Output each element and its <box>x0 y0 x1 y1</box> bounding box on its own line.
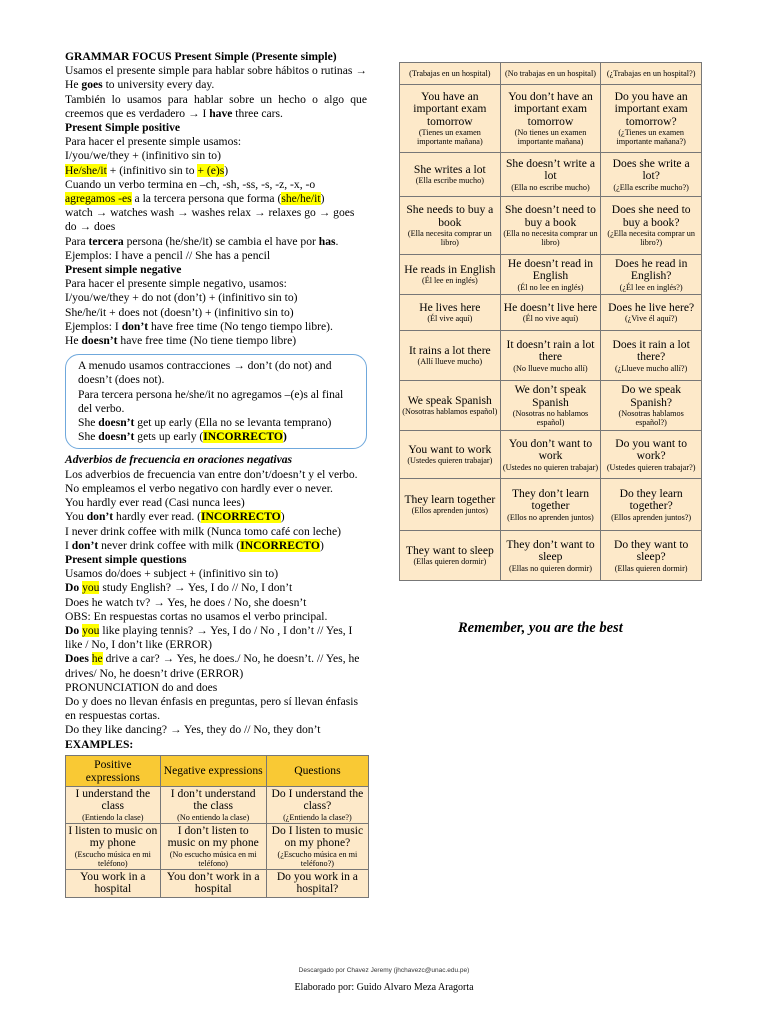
column-header: Questions <box>266 755 368 786</box>
table-cell <box>266 869 368 897</box>
cell-translation: (¿Trabajas en un hospital?) <box>606 69 696 78</box>
table-cell <box>400 255 501 295</box>
cell-translation: (Ellas quieren dormir) <box>413 557 487 567</box>
table-cell <box>601 85 702 153</box>
highlight: INCORRECTO <box>240 538 320 552</box>
text-line: I/you/we/they + (infinitivo sin to) <box>65 149 221 163</box>
text-line: Do they like dancing? → Yes, they do // No, they don’t <box>65 723 321 737</box>
examples-heading: EXAMPLES: <box>65 737 134 751</box>
table-row <box>400 197 702 255</box>
cell-english: You don’t want to work <box>508 436 593 462</box>
cell-translation: (Ellas no quieren dormir) <box>508 563 592 573</box>
cell-translation: (¿Llueve mucho allí?) <box>615 363 688 373</box>
cell-translation: (Ellas quieren dormir) <box>614 563 688 573</box>
table-row <box>400 381 702 431</box>
text-line: Para hacer el presente simple usamos: <box>65 135 242 149</box>
cell-translation: (¿Entiendo la clase?) <box>283 812 352 822</box>
text: goes <box>81 78 103 92</box>
cell-translation: (No llueve mucho allí) <box>513 363 588 373</box>
text-line: You hardly ever read (Casi nunca lees) <box>65 496 245 510</box>
cell-translation: (¿Tienes un examen importante mañana?) <box>616 128 686 147</box>
table-cell <box>500 153 601 197</box>
cell-english: Do we speak Spanish? <box>621 383 682 409</box>
text: persona (he/she/it) se cambia el have por <box>123 234 319 248</box>
section-title: GRAMMAR FOCUS Present Simple (Presente simple) <box>65 50 337 63</box>
text-line <box>78 430 358 444</box>
table-cell <box>400 63 501 85</box>
text-line: Para tercera persona he/she/it no agregamos –(e)s al final del verbo. <box>78 387 344 415</box>
text-line <box>65 581 367 595</box>
text: ) <box>280 510 285 524</box>
table-cell <box>400 153 501 197</box>
cell-translation: (Ellos aprenden juntos) <box>411 506 489 516</box>
text-line: Does he watch tv? → Yes, he does / No, she doesn’t <box>65 595 307 609</box>
table-row <box>400 153 702 197</box>
highlight: + (e)s <box>197 163 225 177</box>
cell-translation: (Trabajas en un hospital) <box>409 69 491 78</box>
table-cell <box>500 255 601 295</box>
download-credit: Descargado por Chavez Jeremy (jhchavezc@unac.edu.pe) <box>298 967 470 974</box>
highlight: INCORRECTO <box>201 510 281 524</box>
table-row <box>66 869 369 897</box>
table-cell <box>601 531 702 581</box>
cell-english: I understand the class <box>75 786 151 813</box>
text: don’t <box>71 538 99 552</box>
cell-translation: (Nosotras hablamos español?) <box>618 409 684 427</box>
text: Ejemplos: I <box>65 319 122 333</box>
cell-english: Do you have an important exam tomorrow? <box>614 89 688 128</box>
text: ) <box>282 430 287 444</box>
table-cell <box>601 331 702 381</box>
highlight: she/he/it <box>281 192 321 206</box>
cell-english: He lives here <box>419 300 481 314</box>
table-row <box>400 531 702 581</box>
cell-english: Do you want to work? <box>615 436 688 462</box>
table-cell <box>400 431 501 479</box>
text: have free time (No tiene tiempo libre) <box>117 334 297 348</box>
cell-translation: (Ella necesita comprar un libro) <box>407 229 492 247</box>
text: Cuando un verbo termina en –ch, -sh, -ss, -s, -z, -x, -o <box>65 177 316 191</box>
cell-english: We speak Spanish <box>407 393 492 407</box>
text: three cars. <box>232 106 283 120</box>
cell-english: You want to work <box>408 442 492 456</box>
cell-translation: (¿Vive él aquí?) <box>625 314 678 324</box>
text-line <box>65 624 367 652</box>
cell-translation: (Ella no escribe mucho) <box>511 182 590 192</box>
table-cell <box>400 531 501 581</box>
text-line: Los adverbios de frecuencia van entre don’t/doesn’t y el verbo. <box>65 467 358 481</box>
cell-english: Do I listen to music on my phone? <box>271 823 364 850</box>
cell-english: It doesn’t rain a lot there <box>506 337 595 363</box>
cell-translation: (Ustedes no quieren trabajar) <box>502 462 599 472</box>
table-cell <box>500 295 601 331</box>
subheading-negative: Present simple negative <box>65 263 182 277</box>
cell-translation: (Él no vive aquí) <box>522 314 579 324</box>
table-cell <box>400 295 501 331</box>
cell-english: Does she need to buy a book? <box>611 203 691 229</box>
cell-english: We don’t speak Spanish <box>514 383 587 409</box>
examples-table-continued <box>399 62 702 581</box>
text: doesn’t <box>98 416 135 430</box>
cell-english: She doesn’t need to buy a book <box>505 203 596 229</box>
table-row <box>400 331 702 381</box>
table-row <box>400 431 702 479</box>
table-cell <box>601 381 702 431</box>
cell-english: I don’t listen to music on my phone <box>167 823 259 850</box>
table-cell <box>601 63 702 85</box>
contractions-note <box>65 354 367 449</box>
text: doesn’t <box>81 334 118 348</box>
table-cell <box>500 63 601 85</box>
cell-translation: (Ellos aprenden juntos?) <box>611 512 692 522</box>
cell-translation: (No entiendo la clase) <box>177 812 250 822</box>
table-row <box>400 255 702 295</box>
text: study English? → Yes, I do // No, I don’t <box>99 581 293 595</box>
cell-english: Do they learn together? <box>619 486 683 512</box>
text-line <box>65 235 367 249</box>
text: Usamos el presente simple para hablar sobre hábitos o rutinas → He <box>65 64 367 92</box>
text: gets up early ( <box>134 430 204 444</box>
text-line: She/he/it + does not (doesn’t) + (infinitivo sin to) <box>65 305 294 319</box>
text-line <box>65 164 367 178</box>
column-header: Positive expressions <box>66 755 161 786</box>
text-line <box>78 416 358 430</box>
text-line: I never drink coffee with milk (Nunca tomo café con leche) <box>65 524 341 538</box>
cell-english: Do you work in a hospital? <box>276 869 358 896</box>
table-cell <box>601 295 702 331</box>
text-line: OBS: En respuestas cortas no usamos el verbo principal. <box>65 609 328 623</box>
table-cell <box>266 786 368 823</box>
table-cell <box>500 531 601 581</box>
subheading-adverbs: Adverbios de frecuencia en oraciones negativas <box>65 453 293 467</box>
text: También lo usamos para hablar sobre un hecho o algo que creemos que es verdadero → I <box>65 92 367 120</box>
text: a la tercera persona que forma ( <box>131 192 282 206</box>
subheading-positive: Present Simple positive <box>65 121 181 135</box>
table-cell <box>66 786 161 823</box>
text: You <box>65 510 87 524</box>
text-line: PRONUNCIATION do and does <box>65 680 218 694</box>
text-line <box>65 539 367 553</box>
table-cell <box>400 381 501 431</box>
text-line: Usamos do/does + subject + (infinitivo sin to) <box>65 567 279 581</box>
cell-english: He reads in English <box>404 262 496 276</box>
text-line: I/you/we/they + do not (don’t) + (infinitivo sin to) <box>65 291 298 305</box>
cell-english: They don’t learn together <box>511 486 590 512</box>
cell-english: She doesn’t write a lot <box>505 156 595 182</box>
text: tercera <box>88 234 124 248</box>
table-body <box>400 63 702 581</box>
table-cell <box>266 823 368 869</box>
text: have <box>209 106 233 120</box>
table-body <box>66 786 369 897</box>
cell-translation: (Nosotras no hablamos español) <box>512 409 589 427</box>
cell-english: You don’t have an important exam tomorrow <box>508 89 593 128</box>
text: He <box>65 334 82 348</box>
table-cell <box>500 479 601 531</box>
text-line <box>65 510 367 524</box>
text: Do <box>65 623 83 637</box>
text: + (infinitivo sin to <box>106 163 198 177</box>
cell-translation: (Escucho música en mi teléfono) <box>74 849 151 868</box>
text: Does <box>65 652 92 666</box>
table-cell <box>400 197 501 255</box>
cell-english: You don’t work in a hospital <box>166 869 260 896</box>
text-line: A menudo usamos contracciones → don’t (do not) and doesn’t (does not). <box>78 359 332 387</box>
author-credit: Elaborado por: Guido Alvaro Meza Aragorta <box>294 982 474 993</box>
table-row <box>400 63 702 85</box>
text-line <box>65 178 367 206</box>
cell-translation: (No tienes un examen importante mañana) <box>514 128 587 147</box>
cell-english: Does he live here? <box>608 300 695 314</box>
column-header: Negative expressions <box>160 755 266 786</box>
table-cell <box>601 153 702 197</box>
text: drive a car? → Yes, he does./ No, he doesn’t. // Yes, he drives/ No, he doesn’t drive (ERROR) <box>65 652 360 680</box>
highlight: you <box>82 623 100 637</box>
table-cell <box>601 431 702 479</box>
cell-translation: (No escucho música en mi teléfono) <box>169 849 257 868</box>
subheading-questions: Present simple questions <box>65 552 187 566</box>
cell-translation: (Él vive aquí) <box>427 314 473 324</box>
text: Do <box>65 581 83 595</box>
cell-english: Does it rain a lot there? <box>612 337 690 363</box>
table-cell <box>601 197 702 255</box>
text-line: Ejemplos: I have a pencil // She has a pencil <box>65 248 271 262</box>
text: hardly ever read. ( <box>113 510 202 524</box>
text: like playing tennis? → Yes, I do / No , I don’t // Yes, I like / No, I don’t like (ERROR) <box>65 623 353 652</box>
text: has <box>318 234 336 248</box>
cell-translation: (Él no lee en inglés) <box>517 282 584 292</box>
cell-english: Do I understand the class? <box>271 786 364 813</box>
table-cell <box>601 255 702 295</box>
text: get up early (Ella no se levanta temprano) <box>134 416 332 430</box>
cell-english: Does he read in English? <box>614 256 688 282</box>
table-header-row <box>66 755 369 786</box>
cell-english: She writes a lot <box>413 162 486 176</box>
text: . <box>335 234 339 248</box>
grammar-notes <box>65 50 367 898</box>
table-cell <box>160 823 266 869</box>
cell-translation: (Tienes un examen importante mañana) <box>416 128 483 147</box>
cell-english: They learn together <box>404 492 496 506</box>
cell-translation: (Entiendo la clase) <box>82 812 144 822</box>
cell-translation: (¿Ella necesita comprar un libro?) <box>607 229 695 247</box>
table-row <box>400 479 702 531</box>
cell-translation: (¿Ella escribe mucho?) <box>613 182 689 192</box>
table-row <box>66 823 369 869</box>
table-cell <box>66 869 161 897</box>
text: have free time (No tengo tiempo libre). <box>148 319 333 333</box>
table-cell <box>400 331 501 381</box>
table-row <box>400 85 702 153</box>
table-cell <box>160 869 266 897</box>
examples-table <box>65 755 369 898</box>
cell-translation: (Nosotras hablamos español) <box>402 407 498 417</box>
table-cell <box>400 85 501 153</box>
text-line <box>65 652 367 680</box>
cell-translation: (No trabajas en un hospital) <box>505 69 596 78</box>
paragraph <box>65 64 367 92</box>
text-line: No empleamos el verbo negativo con hardly ever o never. <box>65 481 333 495</box>
text: never drink coffee with milk ( <box>98 538 241 552</box>
table-cell <box>400 479 501 531</box>
text: ) <box>320 192 325 206</box>
text-line <box>65 320 367 334</box>
highlight: he <box>91 652 103 666</box>
cell-translation: (Allí llueve mucho) <box>417 357 483 367</box>
text-line: Para hacer el presente simple negativo, usamos: <box>65 277 287 291</box>
highlight: agregamos -es <box>65 192 132 206</box>
cell-translation: (Ustedes quieren trabajar?) <box>606 462 696 472</box>
text: don’t <box>121 319 149 333</box>
text: don’t <box>86 510 114 524</box>
cell-english: You work in a hospital <box>80 869 146 896</box>
cell-english: It rains a lot there <box>408 343 491 357</box>
cell-translation: (Ellos no aprenden juntos) <box>507 512 594 522</box>
cell-translation: (¿Escucho música en mi teléfono?) <box>277 849 358 868</box>
text: doesn’t <box>98 430 135 444</box>
cell-english: I listen to music on my phone <box>68 823 158 850</box>
table-cell <box>66 823 161 869</box>
cell-english: They want to sleep <box>405 543 494 557</box>
text: ) <box>319 538 324 552</box>
highlight: INCORRECTO <box>203 430 283 444</box>
cell-english: They don’t want to sleep <box>506 537 595 563</box>
table-row <box>400 295 702 331</box>
table-cell <box>500 85 601 153</box>
table-cell <box>500 331 601 381</box>
table-cell <box>500 197 601 255</box>
table-cell <box>160 786 266 823</box>
table-cell <box>500 381 601 431</box>
cell-translation: (Ella no necesita comprar un libro) <box>503 229 598 247</box>
cell-translation: (¿Él lee en inglés?) <box>619 282 683 292</box>
text: She <box>78 416 99 430</box>
highlight: He/she/it <box>65 163 107 177</box>
cell-translation: (Ustedes quieren trabajar) <box>407 456 493 466</box>
cell-english: He doesn’t read in English <box>507 256 594 282</box>
table-cell <box>601 479 702 531</box>
cell-translation: (Él lee en inglés) <box>421 276 478 286</box>
cell-english: He doesn’t live here <box>503 300 598 314</box>
text: Para <box>65 234 89 248</box>
text: to university every day. <box>102 78 215 92</box>
text-line <box>65 334 367 348</box>
paragraph <box>65 93 367 121</box>
cell-english: I don’t understand the class <box>170 786 256 813</box>
cell-english: She needs to buy a book <box>406 203 494 229</box>
cell-translation: (Ella escribe mucho) <box>415 176 484 186</box>
motto: Remember, you are the best <box>458 620 623 636</box>
cell-english: You have an important exam tomorrow <box>413 89 487 128</box>
cell-english: Do they want to sleep? <box>613 537 689 563</box>
text: I <box>65 538 72 552</box>
highlight: you <box>82 581 100 595</box>
table-row <box>66 786 369 823</box>
text: ) <box>224 163 229 177</box>
text: She <box>78 430 99 444</box>
table-cell <box>500 431 601 479</box>
cell-english: Does she write a lot? <box>612 156 690 182</box>
text-line: Do y does no llevan énfasis en preguntas, pero sí llevan énfasis en respuestas cortas. <box>65 694 358 723</box>
text-line: watch → watches wash → washes relax → relaxes go → goes do → does <box>65 206 355 234</box>
